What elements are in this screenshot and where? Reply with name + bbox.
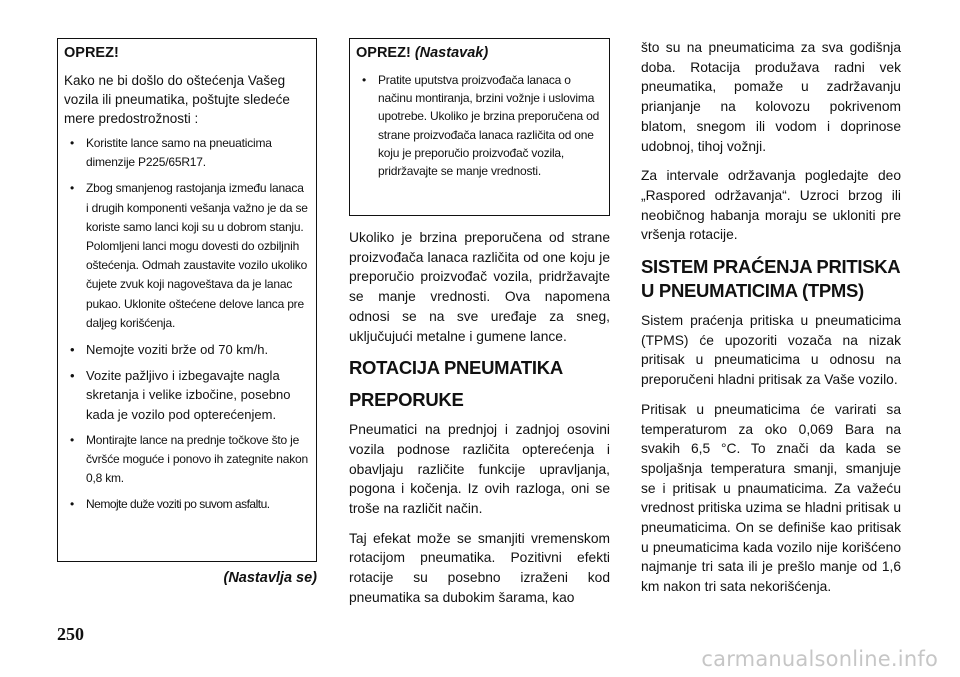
- body-paragraph: Taj efekat može se smanjiti vremenskom rotacijom pneumatika. Pozitivni efekti rotacije su posebno izraženi kod pneumatika sa dubokim šarama, kao: [349, 530, 610, 605]
- warning-title: [356, 45, 601, 61]
- column-right: [641, 38, 901, 607]
- column-left: [57, 38, 317, 586]
- warning-box-continued: [349, 38, 610, 216]
- subsection-heading: PREPORUKE: [349, 389, 464, 411]
- list-item: • Nemojte duže voziti po suvom asfaltu.: [64, 495, 308, 514]
- list-item: • Montirajte lance na prednje točkove što je čvršće moguće i ponovo ih zategnite nakon 0,8 km.: [64, 431, 308, 489]
- warning-bullet-list: [64, 134, 308, 515]
- column-middle: [349, 38, 610, 618]
- body-paragraph: Pritisak u pneumaticima će varirati sa temperaturom za oko 0,069 Bara na svakih 6,5 °C. To znači da kada se spoljašnja temperatura smanji, smanjuje se i pritisak u pnaumaticima. Za važeću vrednost pritiska uzima se hladni pritisak u pneumaticima. On se definiše kao pritisak u pneumaticima kada vozilo nije korišćeno najmanje tri sata ili je prešlo manje od 1,6 km nakon tri sata nekorišćenja.: [641, 401, 901, 595]
- list-item: • Zbog smanjenog rastojanja između lanaca i drugih komponenti vešanja važno je da se koriste samo lanci koji su u dobrom stanju. Polomljeni lanci mogu dovesti do ozbiljnih oštećenja. Odmah zaustavite vozilo ukoliko čujete zvuk koji nagoveštava da je lanac pukao. Uklonite oštećene delove lanca pre daljeg korišćenja.: [64, 179, 308, 333]
- warning-intro: Kako ne bi došlo do oštećenja Vašeg vozila ili pneumatika, poštujte sledeće mere predostrožnosti :: [64, 73, 290, 126]
- body-paragraph: Sistem praćenja pritiska u pneumaticima (TPMS) će upozoriti vozača na nizak pritisak u pneumaticima u odnosu na preporučeni hladni pritisak za Vaše vozilo.: [641, 313, 901, 388]
- list-item: • Nemojte voziti brže od 70 km/h.: [64, 340, 308, 359]
- body-paragraph: što su na pneumaticima za sva godišnja doba. Rotacija produžava radni vek pneumatika, pomaže u zadržavanju prianjanje na kolovozu pokrivenom blatom, snegom ili vodom i doprinose udobnoj, tihoj vožnji.: [641, 40, 901, 154]
- warning-title-continued: (Nastavak): [414, 45, 489, 61]
- watermark: carmanualsonline.info: [701, 647, 938, 671]
- body-paragraph: Pneumatici na prednjoj i zadnjoj osovini vozila podnose različita opterećenja i obavljaju različite funkcije upravljanja, pogona i kočenja. Iz ovih razloga, oni se troše na različit način.: [349, 422, 610, 517]
- body-paragraph: Za intervale održavanja pogledajte deo „Raspored održavanja“. Uzroci brzog ili neobičnog habanja moraju se ukloniti pre vršenja rotacije.: [641, 168, 901, 243]
- warning-title: OPREZ!: [64, 45, 119, 61]
- list-item: • Koristite lance samo na pneuaticima dimenzije P225/65R17.: [64, 134, 308, 172]
- list-item: • Vozite pažljivo i izbegavajte nagla skretanja i velike izbočine, posebno kada je vozilo pod opterećenjem.: [64, 366, 308, 424]
- page-number: 250: [57, 624, 84, 644]
- section-heading: ROTACIJA PNEUMATIKA: [349, 357, 563, 379]
- list-item: • Pratite uputstva proizvođača lanaca o načinu montiranja, brzini vožnje i uslovima upotrebe. Ukoliko je brzina preporučena od strane proizvođača lanaca različita od one koju je preporučio proizvođač vozila, pridržavajte se manje vrednosti.: [356, 71, 601, 180]
- body-paragraph: Ukoliko je brzina preporučena od strane proizvođača lanaca različita od one koju je preporučio proizvođač vozila, pridržavajte se manje vrednosti. Ova napomena odnosi se na sve uređaje za sneg, uključujući metalne i gumene lance.: [349, 230, 610, 344]
- section-heading: SISTEM PRAĆENJA PRITISKA U PNEUMATICIMA (TPMS): [641, 256, 900, 302]
- continued-label: (Nastavlja se): [223, 570, 317, 586]
- warning-bullet-list: [356, 71, 601, 180]
- warning-title-text: OPREZ!: [356, 45, 411, 61]
- warning-box: [57, 38, 317, 562]
